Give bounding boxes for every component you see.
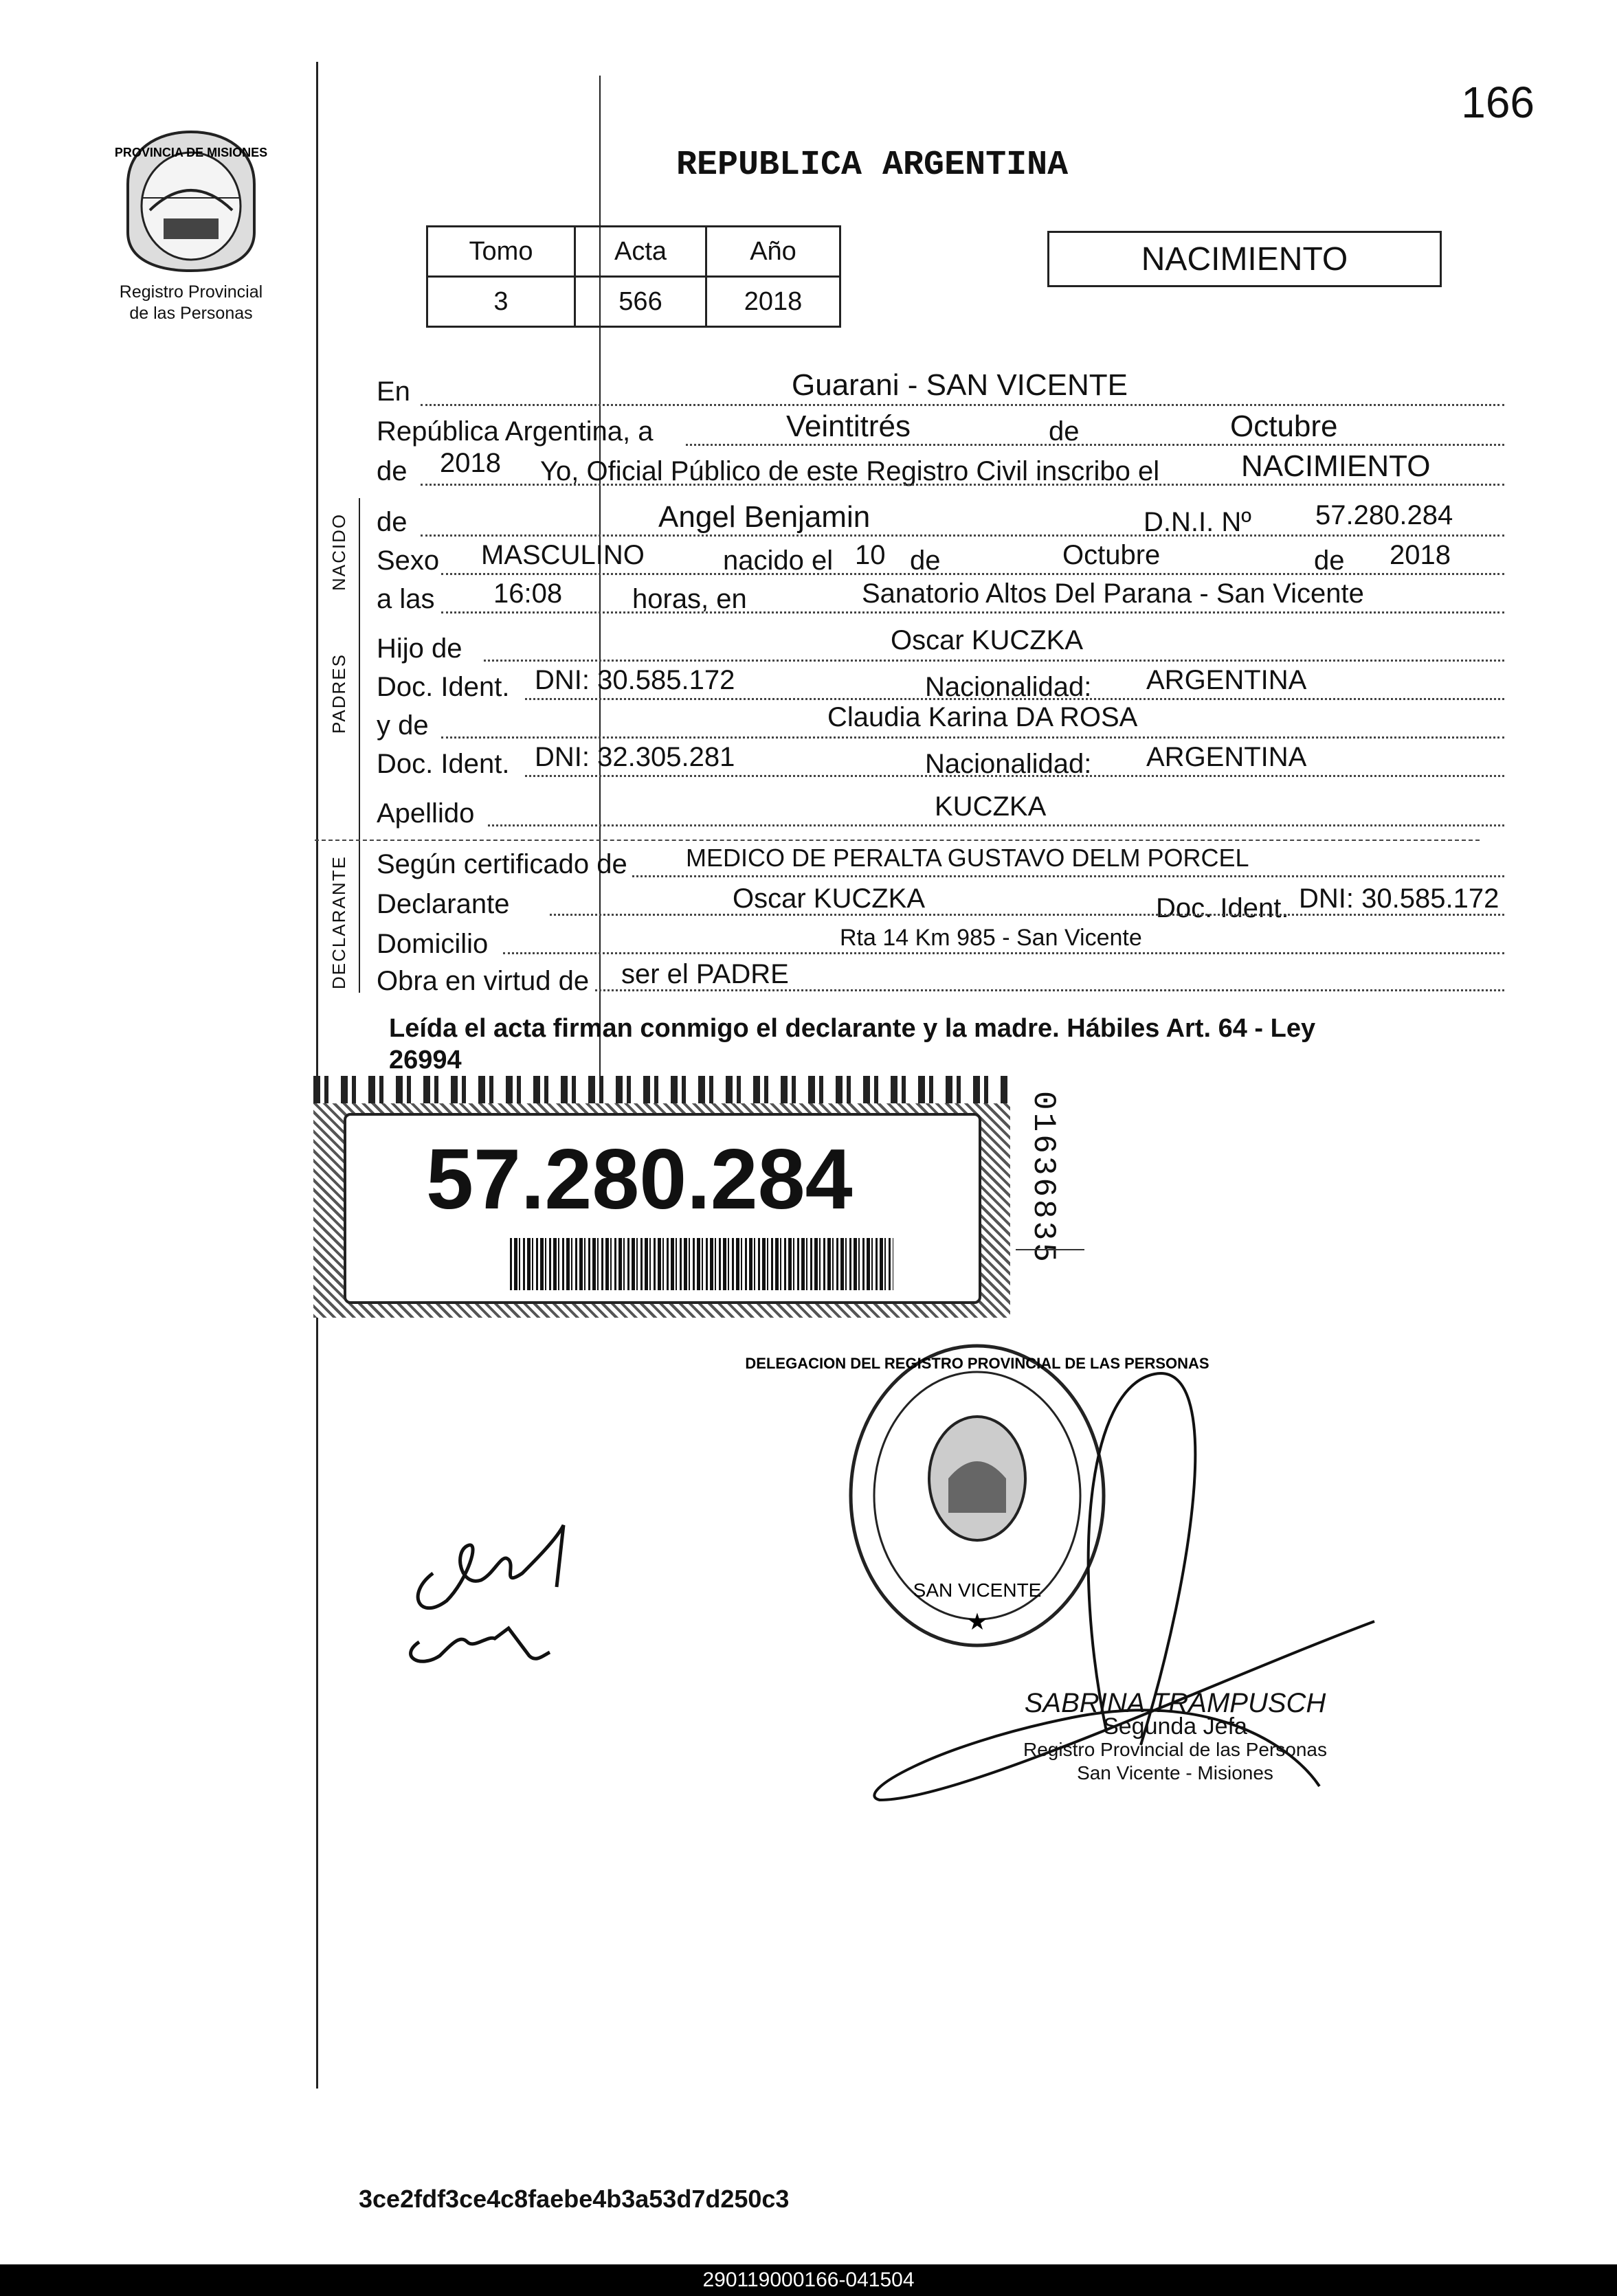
sexo-label: Sexo — [377, 545, 440, 576]
dotted-line — [686, 444, 1504, 446]
sex-value: MASCULINO — [481, 540, 645, 570]
nationality2-label: Nacionalidad: — [925, 749, 1092, 779]
official-org: Registro Provincial de las Personas — [1023, 1739, 1327, 1760]
act-value: NACIMIENTO — [1241, 449, 1431, 483]
id-number: 57.280.284 — [426, 1132, 853, 1227]
birth-month: Octubre — [1062, 540, 1161, 570]
birth-time: 16:08 — [493, 578, 563, 609]
section-label-padres: PADRES — [328, 653, 349, 734]
birth-day: 10 — [855, 540, 886, 570]
dotted-line — [421, 484, 1504, 486]
svg-text:SAN VICENTE: SAN VICENTE — [913, 1579, 1042, 1601]
table-header-acta: Acta — [575, 227, 706, 277]
official-name: SABRINA TRAMPUSCH — [1024, 1688, 1326, 1718]
section-label-nacido: NACIDO — [328, 513, 349, 591]
page-number: 166 — [1461, 78, 1535, 127]
province-shield-icon — [114, 129, 268, 275]
table-header-tomo: Tomo — [427, 227, 575, 277]
table-cell-tomo: 3 — [427, 277, 575, 327]
barcode — [510, 1238, 893, 1290]
dni-value: 57.280.284 — [1315, 500, 1453, 530]
section-label-declarante: DECLARANTE — [328, 855, 349, 989]
dotted-line — [503, 952, 1504, 954]
declarant-doc: DNI: 30.585.172 — [1299, 883, 1499, 914]
legal-note-line-2: 26994 — [389, 1046, 462, 1074]
alas-label: a las — [377, 584, 435, 614]
svg-text:★: ★ — [966, 1609, 988, 1635]
table-row — [427, 227, 840, 277]
dotted-line — [441, 611, 1504, 614]
page-title: REPUBLICA ARGENTINA — [676, 146, 1069, 185]
place-value: Guarani - SAN VICENTE — [792, 368, 1128, 402]
margin-rule-left — [316, 62, 318, 2089]
declarant-name: Oscar KUCZKA — [733, 883, 926, 914]
father-nationality: ARGENTINA — [1146, 665, 1307, 695]
birth-year: 2018 — [1390, 540, 1451, 570]
horas-label: horas, en — [632, 584, 747, 614]
legal-note — [389, 1013, 1315, 1076]
registrar-text: Yo, Oficial Público de este Registro Civil inscribo el — [540, 456, 1160, 486]
id-sticker-panel — [344, 1113, 981, 1304]
logo — [114, 129, 268, 275]
dotted-line — [550, 914, 1504, 916]
dotted-line — [525, 698, 1504, 700]
dotted-line — [488, 824, 1504, 826]
domicilio-label: Domicilio — [377, 929, 489, 959]
vertical-control-code: 01636835 — [1025, 1091, 1061, 1265]
logo-caption-line-1: Registro Provincial — [119, 282, 263, 302]
de2-label: de — [377, 456, 408, 486]
en-label: En — [377, 376, 410, 407]
dotted-line — [484, 660, 1504, 662]
act-type: NACIMIENTO — [1141, 240, 1348, 278]
hijo-label: Hijo de — [377, 633, 462, 664]
surname-value: KUCZKA — [935, 791, 1047, 822]
logo-caption — [102, 282, 280, 324]
dotted-line — [421, 534, 1504, 537]
act-type-box — [1047, 231, 1442, 287]
official-location: San Vicente - Misiones — [1077, 1762, 1273, 1783]
mother-name: Claudia Karina DA ROSA — [827, 702, 1138, 732]
father-name: Oscar KUCZKA — [891, 625, 1084, 655]
apellido-label: Apellido — [377, 798, 475, 829]
declarant-signature — [392, 1498, 612, 1676]
svg-text:DELEGACION DEL REGISTRO PROVIN: DELEGACION DEL REGISTRO PROVINCIAL DE LAS PERSONAS — [745, 1355, 1209, 1372]
reason-value: ser el PADRE — [621, 959, 789, 989]
margin-rule-sections — [359, 498, 360, 993]
dotted-line — [595, 989, 1504, 991]
address-value: Rta 14 Km 985 - San Vicente — [840, 925, 1142, 951]
official-block — [990, 1688, 1361, 1785]
father-doc: DNI: 30.585.172 — [535, 665, 735, 695]
nationality-label: Nacionalidad: — [925, 672, 1092, 702]
de-label: de — [1049, 416, 1080, 447]
birth-place: Sanatorio Altos Del Parana - San Vicente — [862, 578, 1364, 609]
doc2-label: Doc. Ident. — [377, 749, 510, 779]
dni-label: D.N.I. Nº — [1144, 507, 1251, 537]
id-sticker-band — [313, 1076, 1010, 1103]
id-sticker — [313, 1076, 1010, 1318]
segun-label: Según certificado de — [377, 849, 627, 879]
doc-label: Doc. Ident. — [377, 672, 510, 702]
table-cell-anio: 2018 — [706, 277, 840, 327]
day-value: Veintitrés — [786, 409, 911, 443]
mother-nationality: ARGENTINA — [1146, 742, 1307, 772]
republica-label: República Argentina, a — [377, 416, 654, 447]
obra-label: Obra en virtud de — [377, 966, 590, 996]
table-header-anio: Año — [706, 227, 840, 277]
doc3-label: Doc. Ident. — [1156, 893, 1289, 923]
table-cell-acta: 566 — [575, 277, 706, 327]
logo-caption-line-2: de las Personas — [129, 304, 253, 323]
dotted-line — [525, 775, 1504, 777]
nacido-label: nacido el — [723, 545, 834, 576]
dotted-line — [441, 573, 1504, 575]
document-hash: 3ce2fdf3ce4c8faebe4b3a53d7d250c3 — [359, 2185, 790, 2213]
month-value: Octubre — [1230, 409, 1338, 443]
svg-text:PROVINCIA DE MISIONES: PROVINCIA DE MISIONES — [114, 146, 268, 159]
legal-note-line-1: Leída el acta firman conmigo el declarante y la madre. Hábiles Art. 64 - Ley — [389, 1014, 1316, 1043]
mother-doc: DNI: 32.305.281 — [535, 742, 735, 772]
child-name: Angel Benjamin — [658, 500, 871, 534]
dotted-line — [421, 404, 1504, 406]
de3-label: de — [377, 507, 408, 537]
year-value: 2018 — [440, 448, 501, 478]
yde-label: y de — [377, 710, 429, 741]
divider — [315, 840, 1480, 841]
footer-bar — [0, 2264, 1617, 2296]
de5-label: de — [1314, 545, 1345, 576]
vertical-code-rule — [1016, 1072, 1084, 1250]
certificate-value: MEDICO DE PERALTA GUSTAVO DELM PORCEL — [686, 844, 1249, 872]
record-table — [426, 225, 841, 328]
dotted-line — [441, 736, 1504, 739]
dotted-line — [632, 875, 1504, 877]
footer-code: 290119000166-041504 — [702, 2269, 915, 2291]
de4-label: de — [910, 545, 941, 576]
declarante-label: Declarante — [377, 889, 510, 919]
official-role: Segunda Jefa — [1103, 1713, 1247, 1740]
table-row — [427, 277, 840, 327]
